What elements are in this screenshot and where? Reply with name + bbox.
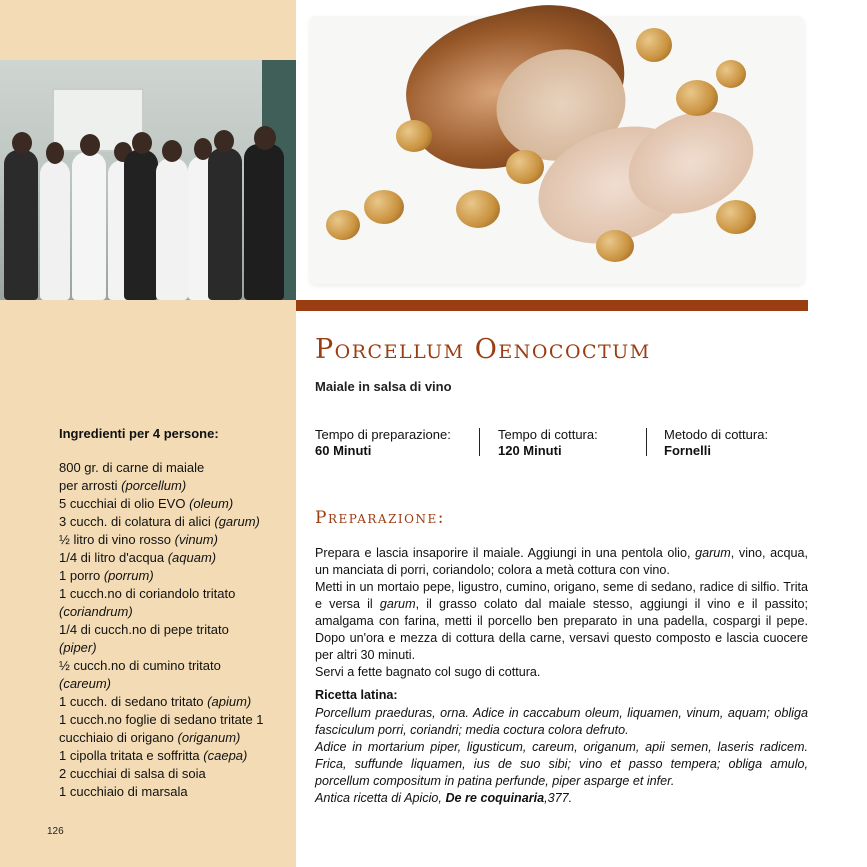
ingredients-heading: Ingredienti per 4 persone: (59, 426, 219, 441)
list-item: 5 cucchiai di olio EVO (oleum) (59, 496, 234, 511)
students-group-photo (0, 60, 296, 300)
cook-method-value: Fornelli (664, 443, 711, 458)
list-item: 2 cucchiai di salsa di soia (59, 766, 206, 781)
source-citation: Antica ricetta di Apicio, De re coquinaria,377. (315, 791, 573, 805)
list-item: 1 cucch.no di coriandolo tritato (59, 586, 236, 601)
list-item: 800 gr. di carne di maiale (59, 460, 205, 475)
prep-time (315, 427, 451, 459)
page-number: 126 (47, 826, 64, 837)
prep-time-value: 60 Minuti (315, 443, 372, 458)
list-item: ½ litro di vino rosso (vinum) (59, 532, 218, 547)
cook-method-label: Metodo di cottura: (664, 427, 769, 442)
preparation-heading: Preparazione: (315, 508, 445, 528)
list-item: ½ cucch.no di cumino tritato (59, 658, 221, 673)
recipe-meta (315, 427, 805, 461)
list-item: 3 cucch. di colatura di alici (garum) (59, 514, 260, 529)
recipe-title: Porcellum Oenococtum (315, 334, 651, 365)
prep-paragraph: Metti in un mortaio pepe, ligustro, cumino, origano, seme di sedano, radice di silfio. Trita e versa il garum, il grasso colato dal maiale stesso, aggiungi il vino e il passito; amalgama con farina, metti il porcello ben preparato in una padella, cospargi il pepe. Dopo un'ora e mezza di cottura della carne, versavi questo composto e lascia cuocere per altri 30 minuti. (315, 580, 808, 662)
recipe-subtitle: Maiale in salsa di vino (315, 379, 452, 394)
meta-divider (479, 428, 480, 456)
accent-bar (296, 300, 808, 311)
meta-divider (646, 428, 647, 456)
cook-time (498, 427, 598, 459)
list-item: 1 cipolla tritata e soffritta (caepa) (59, 748, 248, 763)
list-item: 1 porro (porrum) (59, 568, 154, 583)
ingredients-list (59, 459, 289, 801)
latin-heading: Ricetta latina: (315, 688, 398, 702)
latin-recipe-text (315, 705, 808, 807)
list-item: 1 cucchiaio di marsala (59, 784, 188, 799)
list-item: (coriandrum) (59, 604, 133, 619)
list-item: cucchiaio di origano (origanum) (59, 730, 241, 745)
list-item: per arrosti (porcellum) (59, 478, 187, 493)
list-item: 1 cucch.no foglie di sedano tritate 1 (59, 712, 264, 727)
cook-time-label: Tempo di cottura: (498, 427, 598, 442)
list-item: 1 cucch. di sedano tritato (apium) (59, 694, 252, 709)
latin-paragraph: Porcellum praeduras, orna. Adice in caccabum oleum, liquamen, vinum, aquam; obliga fasciculum porri, coriandri; media coctura colora defruto. (315, 706, 808, 737)
cook-time-value: 120 Minuti (498, 443, 562, 458)
cook-method (664, 427, 768, 459)
list-item: (careum) (59, 676, 112, 691)
dish-photo (296, 0, 808, 298)
prep-paragraph: Servi a fette bagnato col sugo di cottura. (315, 665, 541, 679)
latin-paragraph: Adice in mortarium piper, ligusticum, careum, origanum, apii semen, laseris radicem. Fricа, suffunde liquamen, ius de suo sibi; vino et passo tempera; obliga amulo, porcellum compositum in patina perfunde, piper asparge et infer. (315, 740, 808, 788)
preparation-text (315, 545, 808, 681)
list-item: 1/4 di cucch.no di pepe tritato (59, 622, 229, 637)
prep-paragraph: Prepara e lascia insaporire il maiale. Aggiungi in una pentola olio, garum, vino, acqua, un manciata di porri, coriandolo; colora a metà cottura con vino. (315, 546, 808, 577)
list-item: 1/4 di litro d'acqua (aquam) (59, 550, 217, 565)
prep-time-label: Tempo di preparazione: (315, 427, 451, 442)
list-item: (piper) (59, 640, 97, 655)
